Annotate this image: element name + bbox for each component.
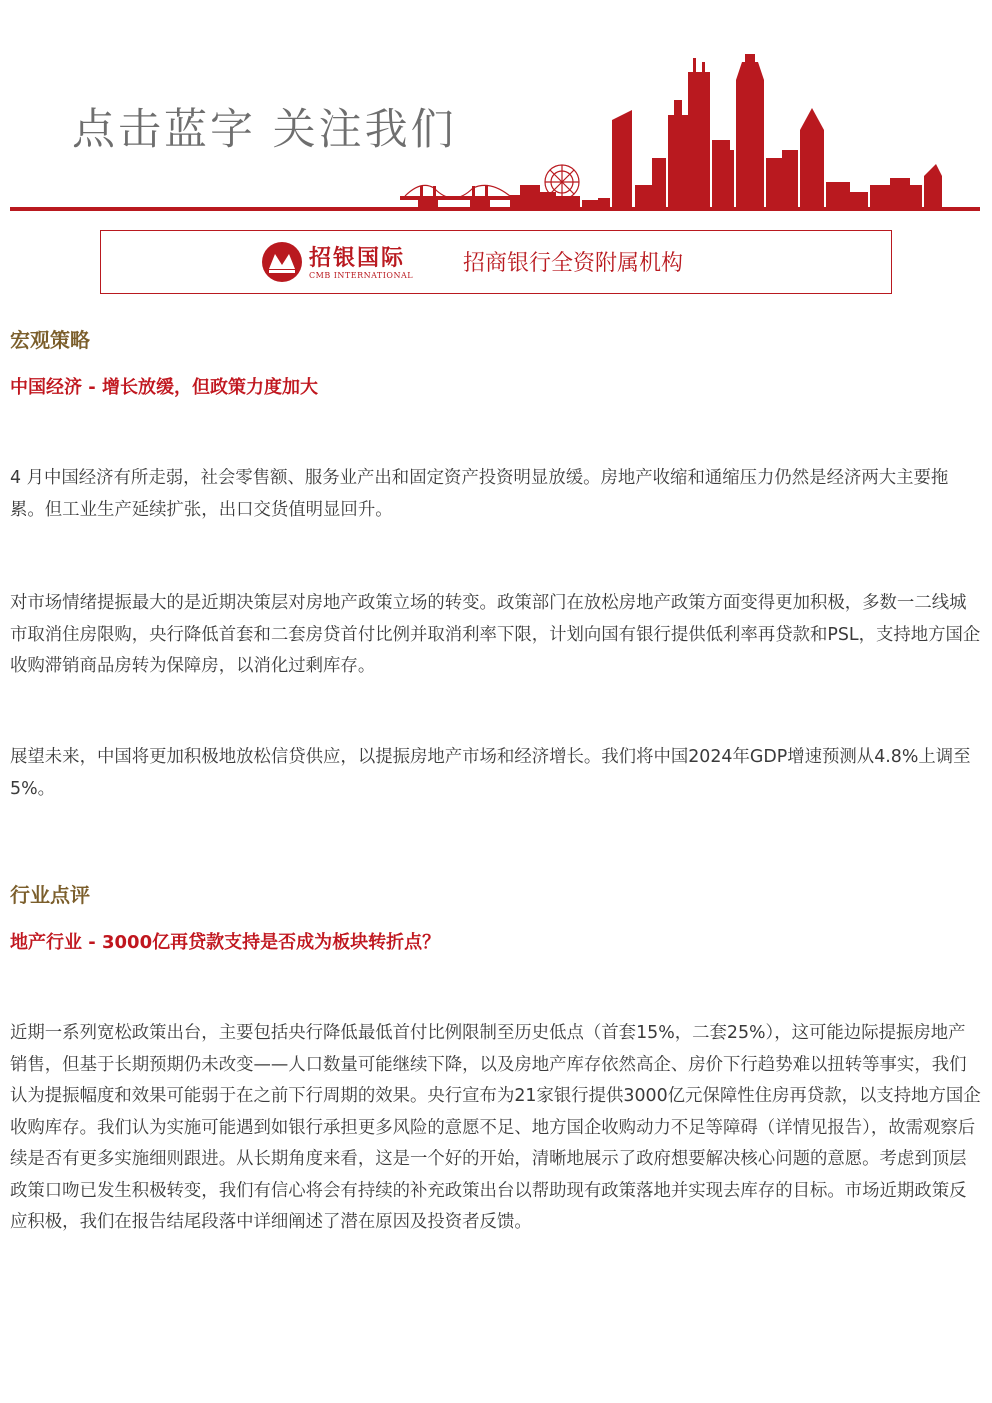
paragraph: 近期一系列宽松政策出台，主要包括央行降低最低首付比例限制至历史低点（首套15%，二套25%），这可能边际提振房地产销售，但基于长期预期仍未改变——人口数量可能继续下降，以及房地产库存依然高企、房价下行趋势难以扭转等事实，我们认为提振幅度和效果可能弱于在之前下行周期的效果。央行宣布为21家银行提供3000亿元保障性住房再贷款，以支持地方国企收购库存。我们认为实施可能遇到如银行承担更多风险的意愿不足、地方国企收购动力不足等障碍（详情见报告），故需观察后续是否有更多实施细则跟进。从长期角度来看，这是一个好的开始，清晰地展示了政府想要解决核心问题的意愿。考虑到顶层政策口吻已发生积极转变，我们有信心将会有持续的补充政策出台以帮助现有政策落地并实现去库存的目标。市场近期政策反应积极，我们在报告结尾段落中详细阐述了潜在原因及投资者反馈。	[10, 1023, 981, 1232]
section-subheading-industry: 地产行业 - 3000亿再贷款支持是否成为板块转折点？	[10, 932, 441, 953]
section-subheading-macro: 中国经济 - 增长放缓，但政策力度加大	[10, 377, 319, 398]
logo-name-cn: 招银国际	[309, 245, 406, 271]
brand-logo-bar	[100, 230, 892, 294]
section-heading-macro: 宏观策略	[10, 328, 90, 352]
banner-title[interactable]: 点击蓝字 关注我们	[72, 105, 457, 155]
header-banner	[0, 0, 992, 215]
city-skyline-illustration	[0, 0, 992, 215]
logo-tagline: 招商银行全资附属机构	[463, 251, 684, 276]
paragraph: 对市场情绪提振最大的是近期决策层对房地产政策立场的转变。政策部门在放松房地产政策方面变得更加积极，多数一二线城市取消住房限购，央行降低首套和二套房贷首付比例并取消利率下限，计划向国有银行提供低利率再贷款和PSL，支持地方国企收购滞销商品房转为保障房，以消化过剩库存。	[10, 593, 981, 676]
logo-name-en: CMB INTERNATIONAL	[309, 271, 414, 280]
paragraph: 展望未来，中国将更加积极地放松信贷供应，以提振房地产市场和经济增长。我们将中国2024年GDP增速预测从4.8%上调至5%。	[10, 747, 971, 799]
paragraph: 4 月中国经济有所走弱，社会零售额、服务业产出和固定资产投资明显放缓。房地产收缩和通缩压力仍然是经济两大主要拖累。但工业生产延续扩张，出口交货值明显回升。	[10, 468, 949, 520]
section-heading-industry: 行业点评	[10, 883, 90, 907]
cmbi-logo-icon	[261, 241, 303, 283]
